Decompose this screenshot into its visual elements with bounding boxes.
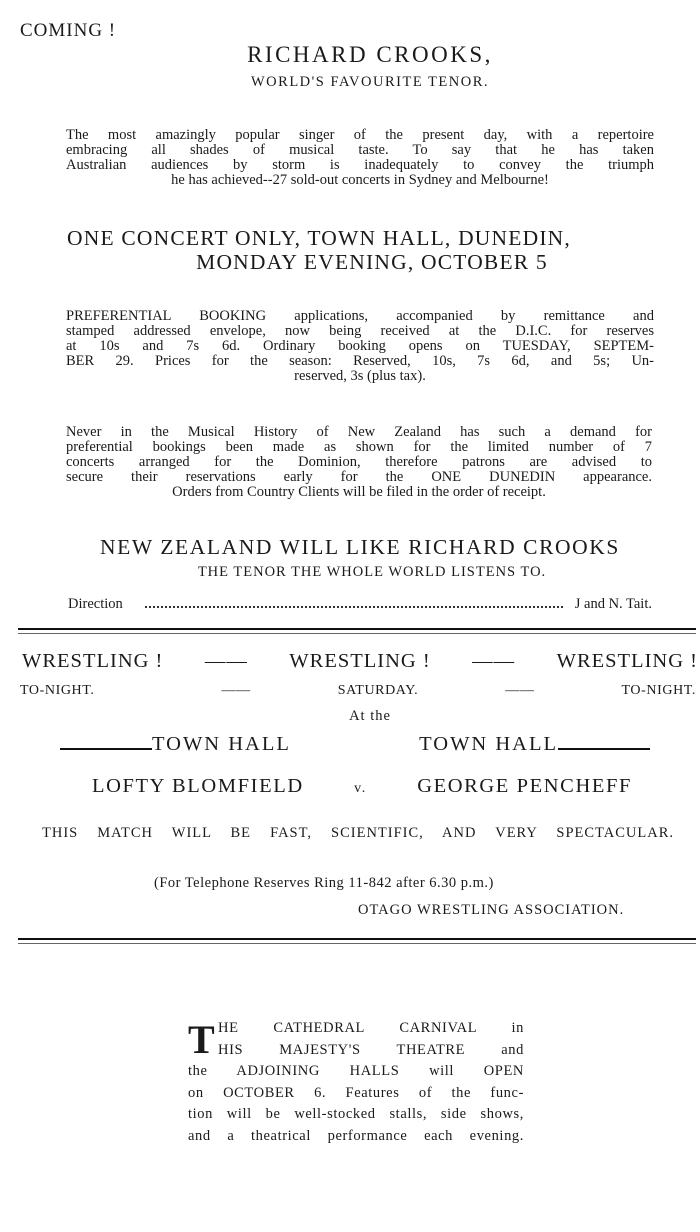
wrestling-header-right: WRESTLING !: [556, 650, 698, 672]
booking-line: PREFERENTIAL BOOKING applications, accompanied by remittance and: [66, 308, 654, 324]
night-dash: ——: [505, 683, 535, 698]
intro-paragraph: [66, 128, 654, 188]
concert-headline-2: MONDAY EVENING, OCTOBER 5: [196, 250, 548, 274]
telephone-note: (For Telephone Reserves Ring 11-842 after 6.30 p.m.): [154, 875, 494, 891]
history-line: Never in the Musical History of New Zealand has such a demand for: [66, 424, 652, 440]
night-right: TO-NIGHT.: [621, 683, 696, 698]
carnival-first-lines: [188, 1018, 524, 1061]
wrestling-header-center: WRESTLING !: [289, 650, 431, 672]
venue-left: TOWN HALL: [152, 733, 291, 755]
carnival-notice: [188, 1018, 524, 1147]
wrestling-header-row: [22, 650, 698, 673]
booking-paragraph: [66, 309, 654, 384]
venue-row: [60, 733, 650, 756]
night-left: TO-NIGHT.: [20, 683, 95, 698]
drop-cap-letter: T: [188, 1017, 216, 1062]
section-divider-fine: [18, 633, 696, 634]
history-line: preferential bookings been made as shown for the limited number of 7: [66, 439, 652, 455]
booking-line: at 10s and 7s 6d. Ordinary booking opens on TUESDAY, SEPTEM-: [66, 338, 654, 354]
venue-rule-right: [558, 735, 650, 750]
carnival-line: tion will be well-stocked stalls, side shows,: [188, 1106, 524, 1122]
venue-rule-left: [60, 735, 152, 750]
night-dash: ——: [221, 683, 251, 698]
carnival-line: the ADJOINING HALLS will OPEN: [188, 1063, 524, 1079]
carnival-line: on OCTOBER 6. Features of the func-: [188, 1084, 524, 1101]
history-line: concerts arranged for the Dominion, therefore patrons are advised to: [66, 454, 652, 470]
header-dash: ——: [204, 650, 248, 672]
carnival-line: HE CATHEDRAL CARNIVAL in: [218, 1020, 524, 1036]
intro-line: embracing all shades of musical taste. To say that he has taken: [66, 142, 654, 158]
booking-line: reserved, 3s (plus tax).: [294, 368, 426, 384]
intro-line: he has achieved--27 sold-out concerts in Sydney and Melbourne!: [171, 172, 549, 188]
history-line: Orders from Country Clients will be filed in the order of receipt.: [172, 484, 546, 500]
concert-headline-1: ONE CONCERT ONLY, TOWN HALL, DUNEDIN,: [67, 226, 571, 250]
wrestling-header-left: WRESTLING !: [22, 650, 164, 672]
fighter-one: LOFTY BLOMFIELD: [92, 775, 304, 797]
wrestling-night-row: [20, 683, 696, 699]
carnival-line: and a theatrical performance each evening.: [188, 1127, 524, 1144]
association-name: OTAGO WRESTLING ASSOCIATION.: [358, 902, 625, 918]
fighter-two: GEORGE PENCHEFF: [417, 775, 632, 797]
at-the-label: At the: [349, 708, 391, 724]
section-divider: [18, 938, 696, 940]
direction-name: J and N. Tait.: [574, 596, 652, 612]
slogan-subtitle: THE TENOR THE WHOLE WORLD LISTENS TO.: [197, 564, 547, 580]
direction-line: [68, 596, 652, 616]
artist-subtitle: WORLD'S FAVOURITE TENOR.: [251, 74, 489, 90]
match-note: THIS MATCH WILL BE FAST, SCIENTIFIC, AND VERY SPECTACULAR.: [42, 825, 674, 841]
versus: v.: [354, 781, 367, 796]
artist-name: RICHARD CROOKS,: [247, 42, 493, 67]
booking-line: BER 29. Prices for the season: Reserved, 10s, 7s 6d, and 5s; Un-: [66, 353, 654, 369]
history-line: secure their reservations early for the ONE DUNEDIN appearance.: [66, 469, 652, 485]
coming-label: COMING !: [20, 20, 117, 41]
section-divider: [18, 628, 696, 630]
carnival-line: HIS MAJESTY'S THEATRE and: [218, 1041, 524, 1058]
night-center: SATURDAY.: [337, 683, 419, 698]
header-dash: ——: [472, 650, 516, 672]
venue-right: TOWN HALL: [419, 733, 558, 755]
bout-line: [92, 775, 632, 798]
history-paragraph: [66, 425, 652, 500]
section-divider-fine: [18, 943, 696, 944]
intro-line: The most amazingly popular singer of the present day, with a repertoire: [66, 127, 654, 143]
direction-leader-dots: [145, 596, 563, 608]
slogan-headline: NEW ZEALAND WILL LIKE RICHARD CROOKS: [99, 535, 620, 559]
direction-label: Direction: [68, 596, 123, 612]
booking-line: stamped addressed envelope, now being received at the D.I.C. for reserves: [66, 323, 654, 339]
intro-line: Australian audiences by storm is inadequately to convey the triumph: [66, 157, 654, 173]
